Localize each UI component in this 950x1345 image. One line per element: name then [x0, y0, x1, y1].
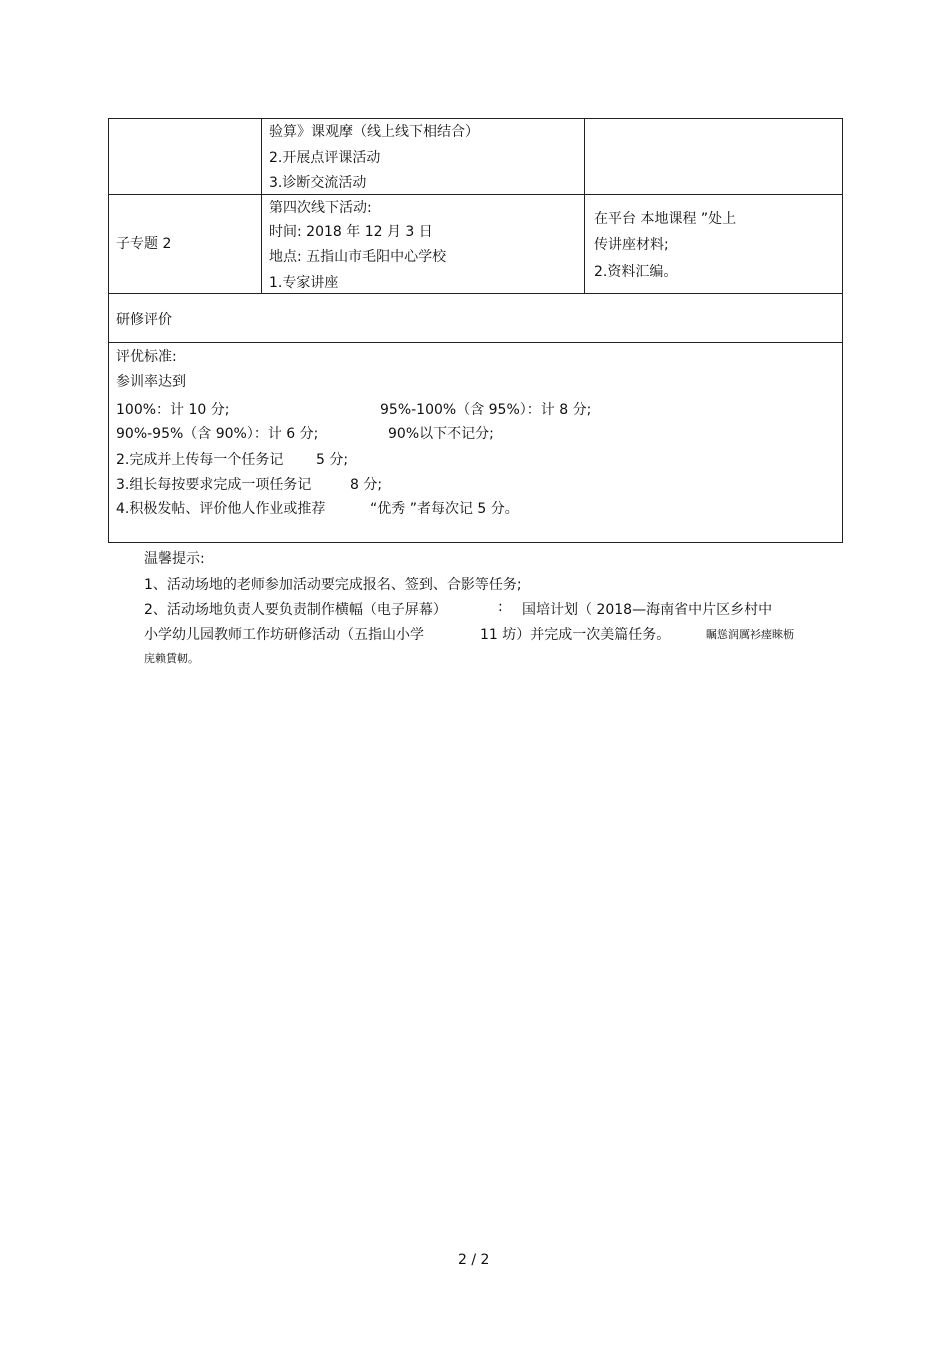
- criteria-post-score: “优秀 ”者每次记 5 分。: [370, 501, 519, 517]
- criteria-95-100: 95%-100%（含 95%）：计 8 分;: [380, 402, 592, 418]
- criteria-100: 100%：计 10 分;: [116, 402, 230, 418]
- row2-activity-line2: 时间: 2018 年 12 月 3 日: [269, 224, 433, 240]
- row1-line1: 验算》课观摩（线上线下相结合）: [269, 124, 479, 140]
- table-border-right: [842, 118, 843, 543]
- table-border-left: [108, 118, 109, 543]
- row2-task-line1: 在平台 本地课程 ”处上: [594, 211, 737, 227]
- row2-activity-line1: 第四次线下活动:: [269, 200, 372, 216]
- table-border-row2: [108, 293, 843, 294]
- notes-item2-b: :: [498, 599, 503, 615]
- table-col-divider-1: [261, 118, 262, 294]
- criteria-task-upload-score: 5 分;: [316, 452, 349, 468]
- notes-title: 温馨提示:: [144, 551, 205, 567]
- criteria-title: 评优标准:: [116, 349, 177, 365]
- page-number: 2 / 2: [458, 1252, 490, 1268]
- evaluation-heading: 研修评价: [116, 312, 172, 328]
- table-border-row3: [108, 342, 843, 343]
- table-border-top: [108, 118, 843, 119]
- row2-activity-line3: 地点: 五指山市毛阳中心学校: [269, 249, 447, 265]
- row1-line3: 3.诊断交流活动: [269, 175, 367, 191]
- row1-line2: 2.开展点评课活动: [269, 150, 381, 166]
- notes-item2-e: 11 坊）并完成一次美篇任务。: [480, 627, 671, 643]
- table-col-divider-2: [584, 118, 585, 294]
- criteria-below-90: 90%以下不记分;: [388, 426, 494, 442]
- notes-item2-a: 2、活动场地负责人要负责制作横幅（电子屏幕）: [144, 602, 447, 618]
- row2-task-line3: 2.资料汇编。: [594, 264, 678, 280]
- notes-item2-g: 庑赖賃軔。: [144, 652, 199, 665]
- table-border-bottom: [108, 542, 843, 543]
- criteria-leader-score: 8 分;: [350, 477, 383, 493]
- row2-task-line2: 传讲座材料;: [594, 237, 669, 253]
- notes-item1: 1、活动场地的老师参加活动要完成报名、签到、合影等任务;: [144, 577, 522, 593]
- table-border-row1: [108, 194, 843, 195]
- criteria-attendance: 参训率达到: [116, 374, 186, 390]
- row2-subtopic-label: 子专题 2: [116, 236, 172, 252]
- row2-activity-line4: 1.专家讲座: [269, 275, 339, 291]
- criteria-leader: 3.组长每按要求完成一项任务记: [116, 477, 312, 493]
- notes-item2-f: 瞩慫润厲衫瘗睞枥: [706, 628, 794, 641]
- notes-item2-c: 国培计划（ 2018—海南省中片区乡村中: [522, 602, 773, 618]
- notes-item2-d: 小学幼儿园教师工作坊研修活动（五指山小学: [144, 627, 424, 643]
- criteria-90-95: 90%-95%（含 90%）：计 6 分;: [116, 426, 319, 442]
- criteria-post: 4.积极发帖、评价他人作业或推荐: [116, 501, 326, 517]
- criteria-task-upload: 2.完成并上传每一个任务记: [116, 452, 284, 468]
